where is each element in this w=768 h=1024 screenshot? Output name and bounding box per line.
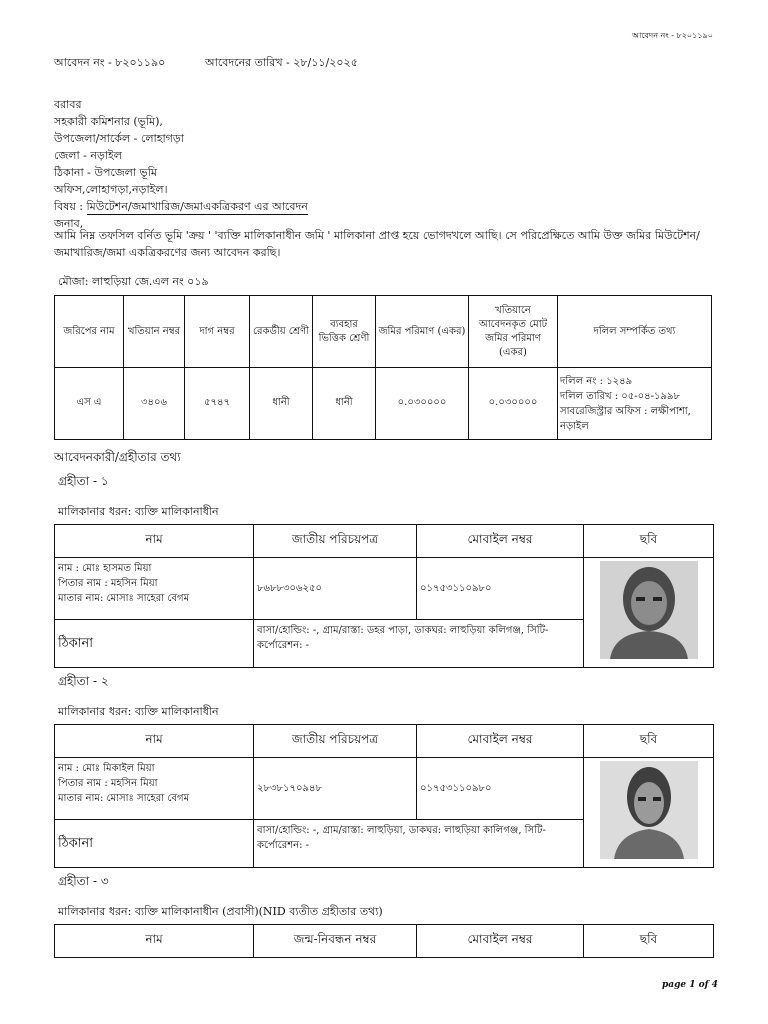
header-photo: ছবি xyxy=(584,925,714,958)
address-line: অফিস,লোহাগড়া,নড়াইল। xyxy=(54,183,168,196)
cell-khatian: ৩৪০৬ xyxy=(124,368,185,440)
cell-record-class: ধানী xyxy=(250,368,313,440)
subject-prefix: বিষয় : xyxy=(54,200,87,213)
col-survey: জরিপের নাম xyxy=(55,296,124,368)
header-mobile: মোবাইল নম্বর xyxy=(417,525,584,558)
recipient-father: পিতার নাম : মহসিন মিয়া xyxy=(58,578,158,589)
col-usage-class: ব্যবহার ভিত্তিক শ্রেণী xyxy=(313,296,376,368)
cell-dag: ৫৭৪৭ xyxy=(185,368,250,440)
header-application-id: আবেদন নং - ৮২০১১৯০ xyxy=(632,31,713,40)
application-number: আবেদন নং - ৮২০১১৯০ xyxy=(54,56,166,69)
application-date: আবেদনের তারিখ - ২৮/১১/২০২৫ xyxy=(205,56,358,69)
recipient-2-photo xyxy=(600,761,698,859)
col-deed-info: দলিল সম্পর্কিত তথ্য xyxy=(558,296,712,368)
deed-number: দলিল নং : ১২৪৯ xyxy=(560,375,633,387)
header-nid: জাতীয় পরিচয়পত্র xyxy=(254,725,417,758)
application-body: আমি নিম্ন তফসিল বর্নিত ভূমি 'ক্রয় ' 'ব্যক্তি মালিকানাধীন জমি ' মালিকানা প্রাপ্ত হয়ে ভোগদখলে আছি। সে পরিপ্রেক্ষিতে আমি উক্ত জমির মিউটেশন/জমাখারিজ/জমা একত্রিকরণের জন্য আবেদন করছি। xyxy=(54,229,700,259)
header-name: নাম xyxy=(55,725,254,758)
page-number: page 1 of 4 xyxy=(662,980,718,990)
recipient-2-address-label: ঠিকানা xyxy=(55,819,254,867)
recipient-1-photo-cell xyxy=(584,558,714,668)
col-record-class: রেকর্ডীয় শ্রেণী xyxy=(250,296,313,368)
recipient-1-ownership: মালিকানার ধরন: ব্যক্তি মালিকানাধীন xyxy=(58,505,219,518)
header-mobile: মোবাইল নম্বর xyxy=(417,925,584,958)
recipient-1-title: গ্রহীতা - ১ xyxy=(58,474,109,488)
recipient-1-mobile: ০১৭৫৩১১০৯৮০ xyxy=(417,558,584,620)
land-schedule-table xyxy=(54,295,712,440)
subject-text: মিউটেশন/জমাখারিজ/জমাএকত্রিকরণ এর আবেদন xyxy=(86,200,308,213)
recipient-1-nid: ৮৬৮৮৩০৬২৫০ xyxy=(254,558,417,620)
applicant-section-title: আবেদনকারী/গ্রহীতার তথ্য xyxy=(54,450,181,464)
recipient-1-table xyxy=(54,524,714,668)
subject-line xyxy=(54,198,308,215)
cell-usage-class: ধানী xyxy=(313,368,376,440)
salutation: জনাব, xyxy=(54,217,84,230)
recipient-3-table xyxy=(54,924,714,958)
recipient-2-identity xyxy=(55,758,254,820)
recipient-2-table xyxy=(54,724,714,868)
recipient-1-photo xyxy=(600,561,698,659)
table-row xyxy=(55,368,712,440)
recipient-1-address-label: ঠিকানা xyxy=(55,619,254,667)
recipient-mother: মাতার নাম: মোসাঃ সাহেরা বেগম xyxy=(58,793,190,804)
recipient-1-address: বাসা/হোল্ডিং: -, গ্রাম/রাস্তা: ডহর পাড়া, ডাকঘর: লাহুড়িয়া কলিগঞ্জ, সিটি-কর্পোরেশন: - xyxy=(254,619,584,667)
mouza-label: মৌজা: লাহুড়িয়া জে.এল নং ০১৯ xyxy=(58,275,209,288)
address-line: জেলা - নড়াইল xyxy=(54,149,122,162)
recipient-name: নাম : মোঃ হাসমত মিয়া xyxy=(58,563,152,574)
recipient-1-identity xyxy=(55,558,254,620)
header-photo: ছবি xyxy=(584,725,714,758)
header-name: নাম xyxy=(55,525,254,558)
deed-office: সাবরেজিস্ট্রার অফিস : লক্ষীপাশা, নড়াইল xyxy=(560,405,691,432)
recipient-2-nid: ২৮৩৮১৭০৯৪৮ xyxy=(254,758,417,820)
address-block xyxy=(54,96,308,232)
recipient-name: নাম : মোঃ মিকাইল মিয়া xyxy=(58,763,155,774)
recipient-mother: মাতার নাম: মোসাঃ সাহেরা বেগম xyxy=(58,593,190,604)
recipient-2-mobile: ০১৭৫৩১১০৯৮০ xyxy=(417,758,584,820)
header-mobile: মোবাইল নম্বর xyxy=(417,725,584,758)
recipient-2-address: বাসা/হোল্ডিং: -, গ্রাম/রাস্তা: লাহুড়িয়া, ডাকঘর: লাহুড়িয়া কালিগঞ্জ, সিটি-কর্পোরেশন: - xyxy=(254,819,584,867)
recipient-2-ownership: মালিকানার ধরন: ব্যক্তি মালিকানাধীন xyxy=(58,705,219,718)
address-line: উপজেলা/সার্কেল - লোহাগড়া xyxy=(54,132,184,145)
recipient-2-photo-cell xyxy=(584,758,714,868)
header-nid: জাতীয় পরিচয়পত্র xyxy=(254,525,417,558)
cell-total-amount: ০.০৩০০০০ xyxy=(469,368,558,440)
header-photo: ছবি xyxy=(584,525,714,558)
cell-survey: এস এ xyxy=(55,368,124,440)
cell-deed-info xyxy=(558,368,712,440)
col-land-amount: জমির পরিমাণ (একর) xyxy=(376,296,469,368)
col-total-amount: খতিয়ানে আবেদনকৃত মোট জমির পরিমাণ (একর) xyxy=(469,296,558,368)
cell-land-amount: ০.০৩০০০০ xyxy=(376,368,469,440)
header-name: নাম xyxy=(55,925,254,958)
col-khatian: খতিয়ান নম্বর xyxy=(124,296,185,368)
address-line: ঠিকানা - উপজেলা ভূমি xyxy=(54,166,158,179)
recipient-3-title: গ্রহীতা - ৩ xyxy=(58,874,109,888)
recipient-father: পিতার নাম : মহসিন মিয়া xyxy=(58,778,158,789)
recipient-2-title: গ্রহীতা - ২ xyxy=(58,674,109,688)
address-line: সহকারী কমিশনার (ভূমি), xyxy=(54,115,163,128)
col-dag: দাগ নম্বর xyxy=(185,296,250,368)
recipient-3-ownership: মালিকানার ধরন: ব্যক্তি মালিকানাধীন (প্রবাসী)(NID ব্যতীত গ্রহীতার তথ্য) xyxy=(58,905,383,918)
address-line: বরাবর xyxy=(54,98,82,111)
header-birth-reg: জন্ম-নিবন্ধন নম্বর xyxy=(254,925,417,958)
deed-date: দলিল তারিখ : ০৫-০৪-১৯৯৮ xyxy=(560,390,680,402)
